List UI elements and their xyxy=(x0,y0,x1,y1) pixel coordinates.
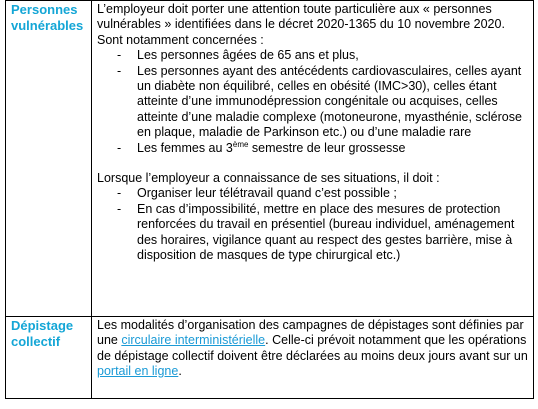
table-row-vulnerable xyxy=(6,1,534,317)
term-vulnerable xyxy=(11,2,86,33)
description-cell-screening xyxy=(92,317,534,399)
list-item xyxy=(117,202,528,264)
knowledge-text: Lorsque l’employeur a connaissance de ses situations, il doit : xyxy=(97,171,440,186)
list-item-text xyxy=(137,141,405,155)
dash-bullet: - xyxy=(117,140,122,155)
term-cell-screening xyxy=(6,317,92,399)
list-item-text: Organiser leur télétravail quand c’est possible ; xyxy=(137,186,397,201)
vulnerable-intro: L’employeur doit porter une attention toute particulière aux « personnes vulnérables » identifiées dans le décret 2020-1365 du 10 novembre 2020. Sont notamment concernées : xyxy=(97,2,505,47)
list-item xyxy=(117,186,528,201)
list-item xyxy=(117,141,528,156)
women-prefix: Les femmes au 3 xyxy=(137,140,233,155)
term-cell-vulnerable xyxy=(6,1,92,317)
info-table xyxy=(5,0,534,399)
term-screening-line2: collectif xyxy=(11,333,61,349)
dash-bullet: - xyxy=(117,186,122,201)
term-screening-line1: Dépistage xyxy=(11,318,74,333)
screening-text-start: Les modalités d’organisation des campagnes de dépistages sont définies par une xyxy=(97,318,524,348)
dash-bullet: - xyxy=(117,48,122,63)
list-item xyxy=(117,48,528,63)
actions-list xyxy=(97,186,528,263)
screening-text-middle: . Celle-ci prévoit notamment que les opérations de dépistage collectif doivent être déclarées au moins deux jours avant sur un xyxy=(97,333,528,363)
dash-bullet: - xyxy=(117,63,122,78)
circulaire-link[interactable]: circulaire interministérielle xyxy=(121,333,266,348)
list-item xyxy=(117,64,528,141)
paragraph-gap xyxy=(97,156,528,171)
term-screening xyxy=(11,318,86,349)
dash-bullet: - xyxy=(117,201,122,216)
list-item-text: Les personnes ayant des antécédents cardiovasculaires, celles ayant un diabète non équilibré, celles en obésité (IMC>30), celles étant atteinte d’une immunodépression congénitale ou acquises, celles atteinte d’une maladie complexe (motoneurone, myasthénie, sclérose en plaque, maladie de Parkinson etc.) ou d’une maladie rare xyxy=(137,63,522,140)
list-item-text: En cas d’impossibilité, mettre en place des mesures de protection renforcées du travail en présentiel (bureau individuel, aménagement des horaires, vigilance quant au respect des gestes barrière, mise à disposition de masques de type chirurgical etc.) xyxy=(137,201,515,263)
women-suffix: semestre de leur grossesse xyxy=(248,140,406,155)
portail-link[interactable]: portail en ligne xyxy=(97,364,179,379)
list-item-text: Les personnes âgées de 65 ans et plus, xyxy=(137,48,359,63)
table-row-screening xyxy=(6,317,534,399)
women-superscript: ème xyxy=(232,139,249,149)
screening-text-end: . xyxy=(178,364,182,379)
term-vulnerable-line2: vulnérables xyxy=(11,17,84,33)
vulnerable-list xyxy=(97,48,528,156)
screening-text xyxy=(97,318,528,380)
term-vulnerable-line1: Personnes xyxy=(11,2,78,17)
description-cell-vulnerable xyxy=(92,1,534,317)
